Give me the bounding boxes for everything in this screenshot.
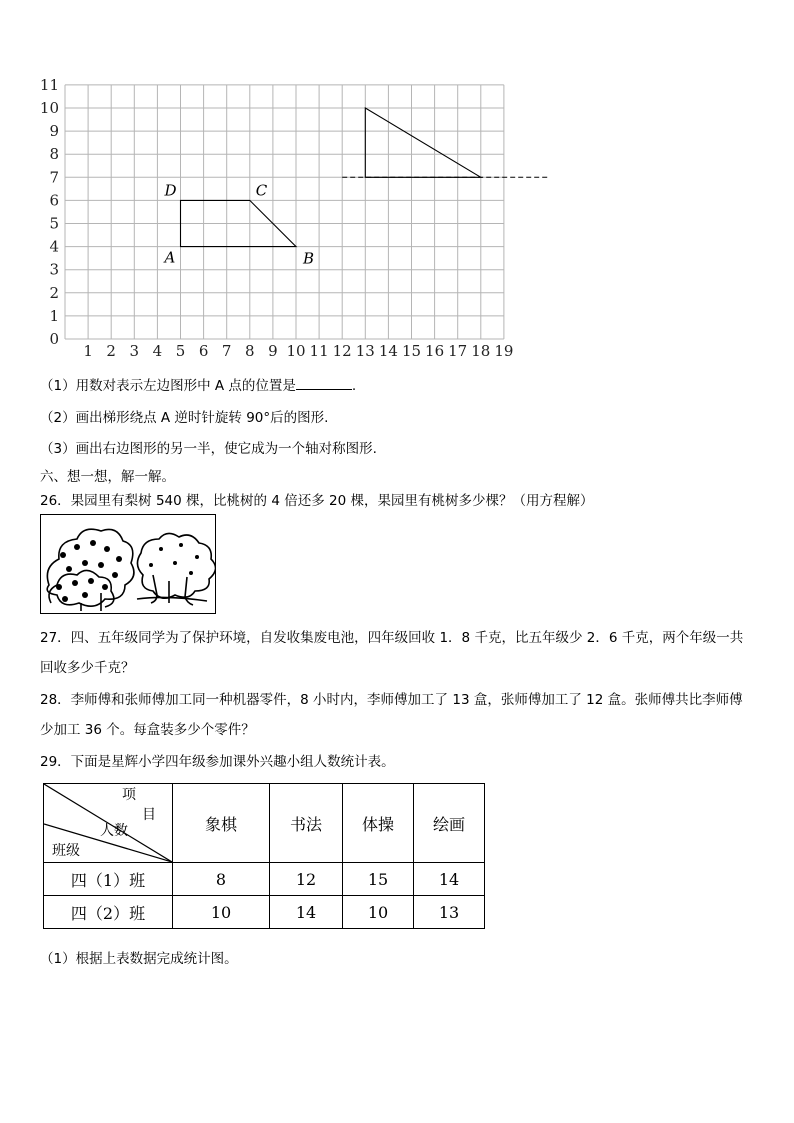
table-corner-cell — [44, 784, 173, 863]
x-tick-label: 2 — [106, 342, 116, 360]
y-tick-label: 3 — [49, 260, 59, 279]
corner-label-xiang: 项 — [122, 787, 136, 803]
x-tick-label: 1 — [83, 342, 93, 360]
q28-line1: 28．李师傅和张师傅加工同一种机器零件，8 小时内，李师傅加工了 13 盒，张师傅加工了 12 盒。张师傅共比李师傅 — [40, 692, 743, 708]
column-header: 书法 — [270, 784, 343, 863]
y-tick-label: 1 — [49, 306, 59, 325]
y-tick-label: 10 — [39, 99, 59, 117]
table-cell: 12 — [270, 863, 343, 896]
y-tick-label: 6 — [49, 191, 59, 210]
x-tick-label: 4 — [152, 342, 163, 360]
q27-line2: 回收多少千克？ — [40, 660, 135, 676]
x-tick-label: 7 — [221, 342, 232, 360]
y-tick-label: 0 — [49, 330, 59, 348]
table-row — [44, 863, 485, 896]
x-tick-label: 15 — [401, 342, 422, 360]
x-tick-label: 13 — [355, 342, 375, 360]
table-cell: 10 — [173, 896, 270, 929]
x-tick-label: 3 — [129, 342, 140, 360]
corner-label-mu: 目 — [142, 807, 156, 823]
x-tick-label: 16 — [425, 342, 445, 360]
corner-label-renshu: 人数 — [100, 823, 128, 839]
y-tick-label: 2 — [49, 283, 59, 302]
table-header-row — [44, 784, 485, 863]
q26-text: 26．果园里有梨树 540 棵，比桃树的 4 倍还多 20 棵，果园里有桃树多少棵？（用方程解） — [40, 493, 594, 509]
interest-group-table — [43, 783, 485, 929]
vertex-label-a: A — [164, 248, 176, 267]
right-triangle-half — [365, 108, 481, 177]
q25-part2: （2）画出梯形绕点 A 逆时针旋转 90°后的图形. — [40, 410, 329, 426]
q29-text: 29．下面是星辉小学四年级参加课外兴趣小组人数统计表。 — [40, 754, 395, 770]
table-cell: 13 — [414, 896, 485, 929]
row-label: 四（1）班 — [44, 863, 173, 896]
vertex-label-d: D — [164, 181, 177, 200]
x-tick-label: 10 — [286, 342, 306, 360]
x-tick-label: 18 — [471, 342, 491, 360]
q25-part3: （3）画出右边图形的另一半，使它成为一个轴对称图形. — [40, 441, 377, 457]
vertex-label-c: C — [255, 181, 268, 200]
x-tick-label: 9 — [268, 342, 278, 360]
y-tick-label: 9 — [49, 122, 59, 141]
q25-part1: （1）用数对表示左边图形中 A 点的位置是 . — [40, 378, 357, 394]
corner-label-banji: 班级 — [52, 843, 80, 859]
table-cell: 14 — [414, 863, 485, 896]
x-tick-label: 11 — [309, 342, 329, 360]
q27-line1: 27．四、五年级同学为了保护环境，自发收集废电池，四年级回收 1．8 千克，比五年级少 2．6 千克，两个年级一共 — [40, 630, 744, 646]
y-tick-label: 7 — [49, 168, 59, 187]
y-tick-label: 11 — [39, 75, 59, 94]
x-tick-label: 8 — [245, 342, 255, 360]
table-row — [44, 896, 485, 929]
vertex-label-b: B — [303, 249, 315, 268]
column-header: 绘画 — [414, 784, 485, 863]
x-tick-label: 12 — [332, 342, 352, 360]
table-cell: 15 — [343, 863, 414, 896]
table-cell: 8 — [173, 863, 270, 896]
coordinate-grid — [0, 0, 794, 380]
q29-part1: （1）根据上表数据完成统计图。 — [40, 951, 238, 967]
x-tick-label: 6 — [198, 342, 209, 360]
x-tick-label: 19 — [494, 342, 514, 360]
y-tick-label: 4 — [49, 237, 59, 256]
y-tick-label: 5 — [49, 214, 59, 233]
orchard-illustration — [40, 514, 216, 614]
x-tick-label: 17 — [448, 342, 468, 360]
column-header: 体操 — [343, 784, 414, 863]
table-cell: 14 — [270, 896, 343, 929]
orchard-trees-image — [41, 515, 215, 613]
answer-blank[interactable] — [296, 377, 352, 390]
y-tick-label: 8 — [49, 145, 59, 164]
table-cell: 10 — [343, 896, 414, 929]
row-label: 四（2）班 — [44, 896, 173, 929]
x-tick-label: 5 — [175, 342, 186, 360]
column-header: 象棋 — [173, 784, 270, 863]
q28-line2: 少加工 36 个。每盒装多少个零件？ — [40, 722, 255, 738]
x-tick-label: 14 — [378, 342, 398, 360]
section-six-title: 六、想一想，解一解。 — [40, 469, 175, 485]
